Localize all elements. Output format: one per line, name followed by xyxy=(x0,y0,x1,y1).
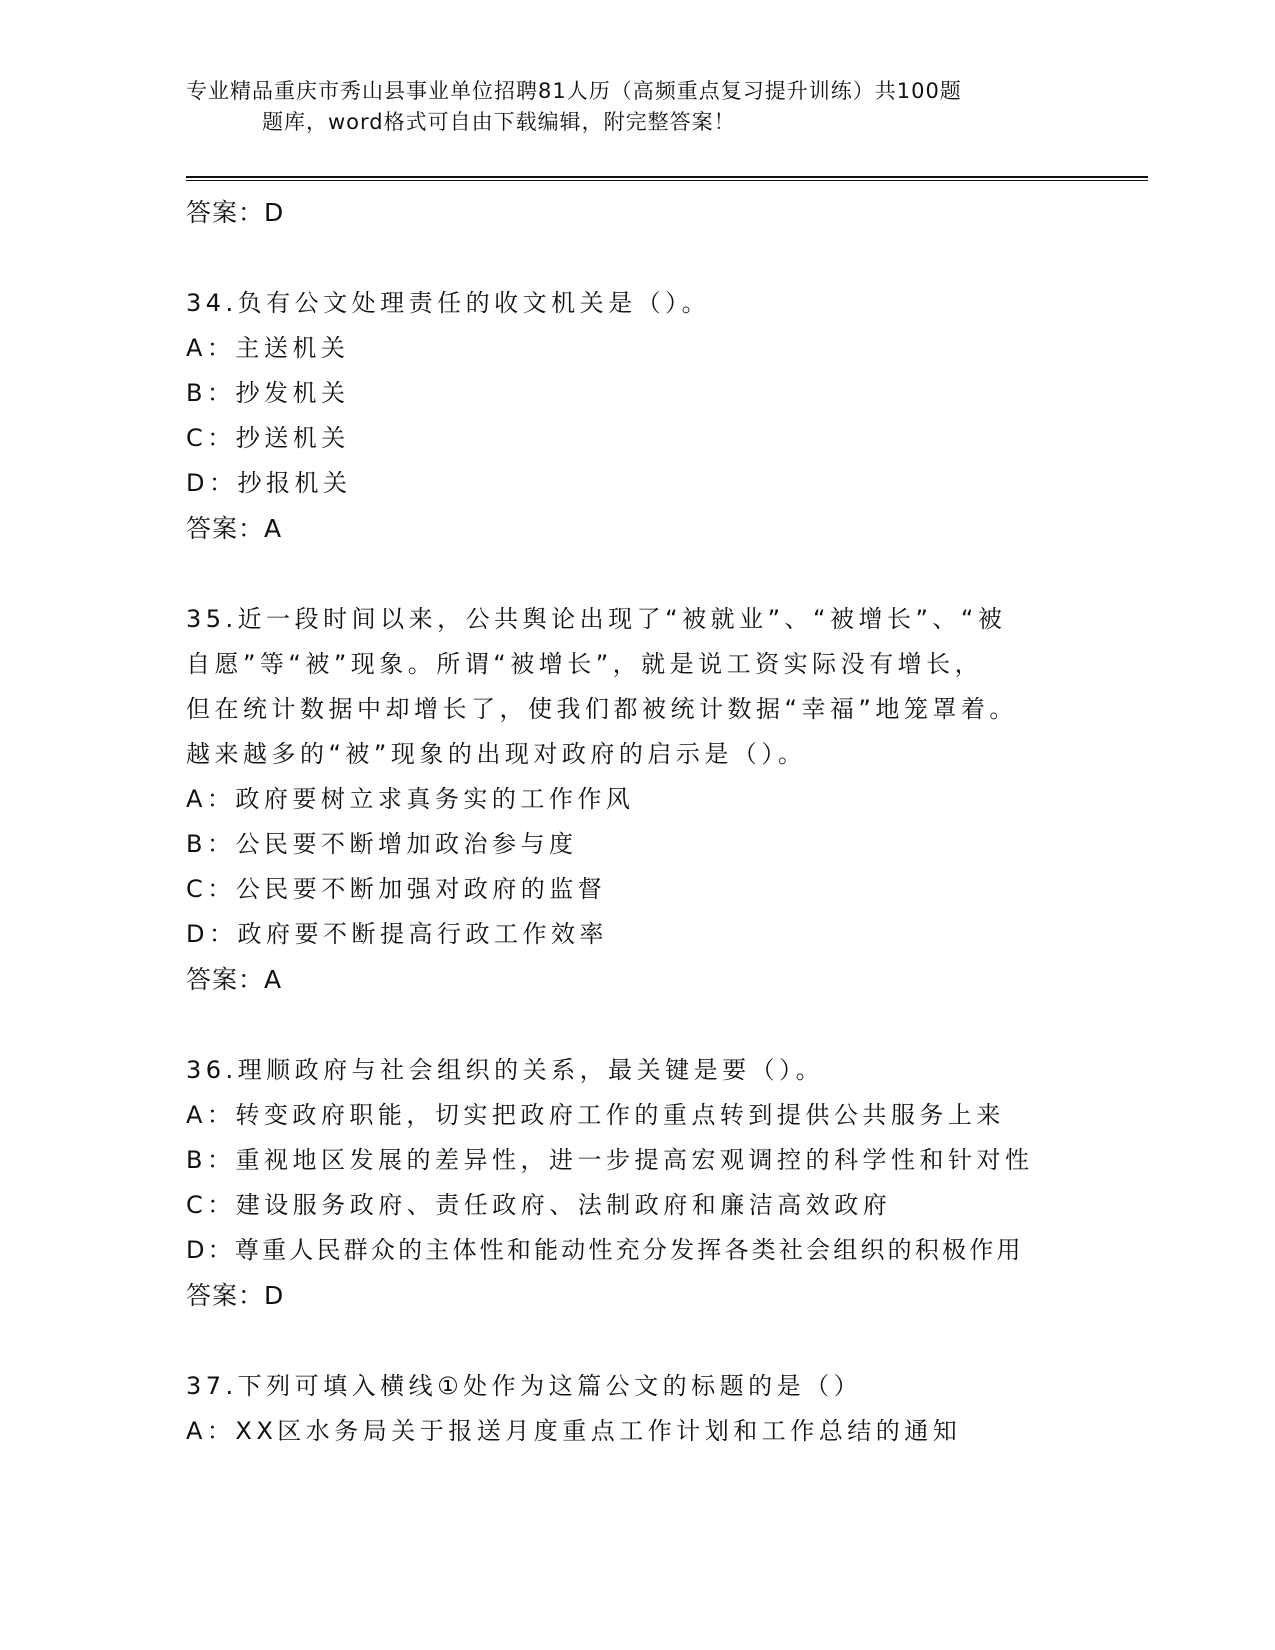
option-d: D：尊重人民群众的主体性和能动性充分发挥各类社会组织的积极作用 xyxy=(186,1236,1024,1264)
answer-line: 答案：A xyxy=(186,965,283,994)
question-block-36 xyxy=(186,1048,1086,1318)
answer-line: 答案：D xyxy=(186,1281,285,1310)
header-line-2: 题库，word格式可自由下载编辑，附完整答案！ xyxy=(262,110,736,134)
document-body xyxy=(186,190,1086,1454)
option-d: D：政府要不断提高行政工作效率 xyxy=(186,920,608,948)
question-text: 35.近一段时间以来，公共舆论出现了“被就业”、“被增长”、“被 xyxy=(186,605,1007,633)
header-line-1: 专业精品重庆市秀山县事业单位招聘81人历（高频重点复习提升训练）共100题 xyxy=(186,79,962,103)
answer-line: 答案：A xyxy=(186,514,283,543)
option-a: A：政府要树立求真务实的工作作风 xyxy=(186,785,635,813)
option-c: C：建设服务政府、责任政府、法制政府和廉洁高效政府 xyxy=(186,1191,892,1219)
document-header xyxy=(186,76,1066,138)
question-text: 但在统计数据中却增长了，使我们都被统计数据“幸福”地笼罩着。 xyxy=(186,695,1018,723)
option-b: B：抄发机关 xyxy=(186,379,350,407)
question-block-35 xyxy=(186,597,1086,1002)
answer-line: 答案：D xyxy=(186,198,285,227)
question-text: 34.负有公文处理责任的收文机关是（）。 xyxy=(186,289,711,317)
option-a: A：转变政府职能，切实把政府工作的重点转到提供公共服务上来 xyxy=(186,1101,1005,1129)
question-block-37 xyxy=(186,1364,1086,1454)
question-text: 37.下列可填入横线①处作为这篇公文的标题的是（） xyxy=(186,1372,863,1400)
question-text: 36.理顺政府与社会组织的关系，最关键是要（）。 xyxy=(186,1056,825,1084)
option-c: C：公民要不断加强对政府的监督 xyxy=(186,875,607,903)
question-text: 自愿”等“被”现象。所谓“被增长”，就是说工资实际没有增长， xyxy=(186,650,984,678)
option-a: A：XX区水务局关于报送月度重点工作计划和工作总结的通知 xyxy=(186,1417,962,1445)
spacer xyxy=(186,235,1086,281)
header-rule-thin xyxy=(186,180,1148,181)
header-rule xyxy=(186,176,1148,178)
option-b: B：公民要不断增加政治参与度 xyxy=(186,830,578,858)
spacer xyxy=(186,1002,1086,1048)
option-c: C：抄送机关 xyxy=(186,424,350,452)
option-a: A：主送机关 xyxy=(186,334,350,362)
option-d: D：抄报机关 xyxy=(186,469,352,497)
question-block-34 xyxy=(186,281,1086,551)
spacer xyxy=(186,551,1086,597)
spacer xyxy=(186,1318,1086,1364)
option-b: B：重视地区发展的差异性，进一步提高宏观调控的科学性和针对性 xyxy=(186,1146,1034,1174)
question-text: 越来越多的“被”现象的出现对政府的启示是（）。 xyxy=(186,740,807,768)
